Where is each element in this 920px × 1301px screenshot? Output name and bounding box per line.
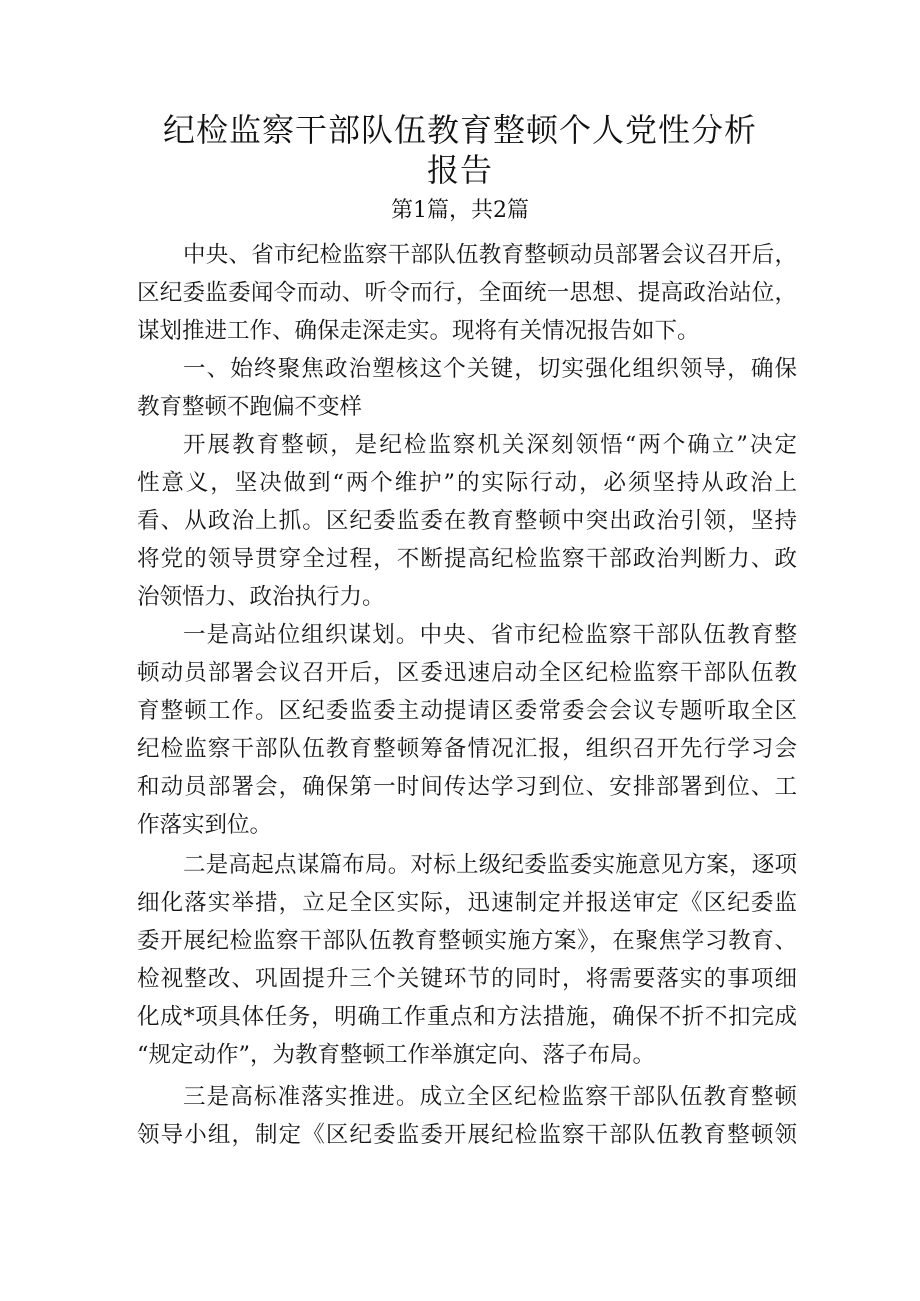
section-heading-line: 一、始终聚焦政治塑核这个关键，切实强化组织领导，确保 [183,356,797,382]
body-line: 纪检监察干部队伍教育整顿筹备情况汇报，组织召开先行学习会 [137,736,797,762]
document-subtitle: 第1篇，共2篇 [391,198,529,223]
body-line: 育整顿工作。区纪委监委主动提请区委常委会会议专题听取全区 [137,698,797,724]
body-line: 将党的领导贯穿全过程，不断提高纪检监察干部政治判断力、政 [137,546,797,572]
body-line: 性意义，坚决做到“两个维护”的实际行动，必须坚持从政治上 [137,470,797,496]
body-line: 治领悟力、政治执行力。 [137,584,385,610]
body-line: 中央、省市纪检监察干部队伍教育整顿动员部署会议召开后， [183,242,797,268]
body-line: 领导小组，制定《区纪委监委开展纪检监察干部队伍教育整顿领 [137,1122,797,1148]
body-line: 委开展纪检监察干部队伍教育整顿实施方案》，在聚焦学习教育、 [137,928,797,954]
body-line: 二是高起点谋篇布局。对标上级纪委监委实施意见方案，逐项 [183,852,797,878]
body-line: 顿动员部署会议召开后，区委迅速启动全区纪检监察干部队伍教 [137,660,797,686]
body-line: “规定动作”，为教育整顿工作举旗定向、落子布局。 [137,1042,656,1068]
body-line: 作落实到位。 [137,812,273,838]
body-line: 一是高站位组织谋划。中央、省市纪检监察干部队伍教育整 [183,622,797,648]
body-line: 谋划推进工作、确保走深走实。现将有关情况报告如下。 [137,318,700,344]
body-line: 三是高标准落实推进。成立全区纪检监察干部队伍教育整顿 [183,1084,797,1110]
body-line: 和动员部署会，确保第一时间传达学习到位、安排部署到位、工 [137,774,797,800]
body-line: 化成*项具体任务，明确工作重点和方法措施，确保不折不扣完成 [137,1004,797,1030]
document-title-line-1: 纪检监察干部队伍教育整顿个人党性分析 [162,111,757,149]
document-title-line-2: 报告 [426,151,493,189]
body-line: 区纪委监委闻令而动、听令而行，全面统一思想、提高政治站位， [137,280,797,306]
section-heading-line: 教育整顿不跑偏不变样 [137,394,363,420]
body-line: 看、从政治上抓。区纪委监委在教育整顿中突出政治引领，坚持 [137,508,797,534]
body-line: 细化落实举措，立足全区实际，迅速制定并报送审定《区纪委监 [137,890,797,916]
body-line: 开展教育整顿，是纪检监察机关深刻领悟“两个确立”决定 [183,432,797,458]
body-line: 检视整改、巩固提升三个关键环节的同时，将需要落实的事项细 [137,966,797,992]
